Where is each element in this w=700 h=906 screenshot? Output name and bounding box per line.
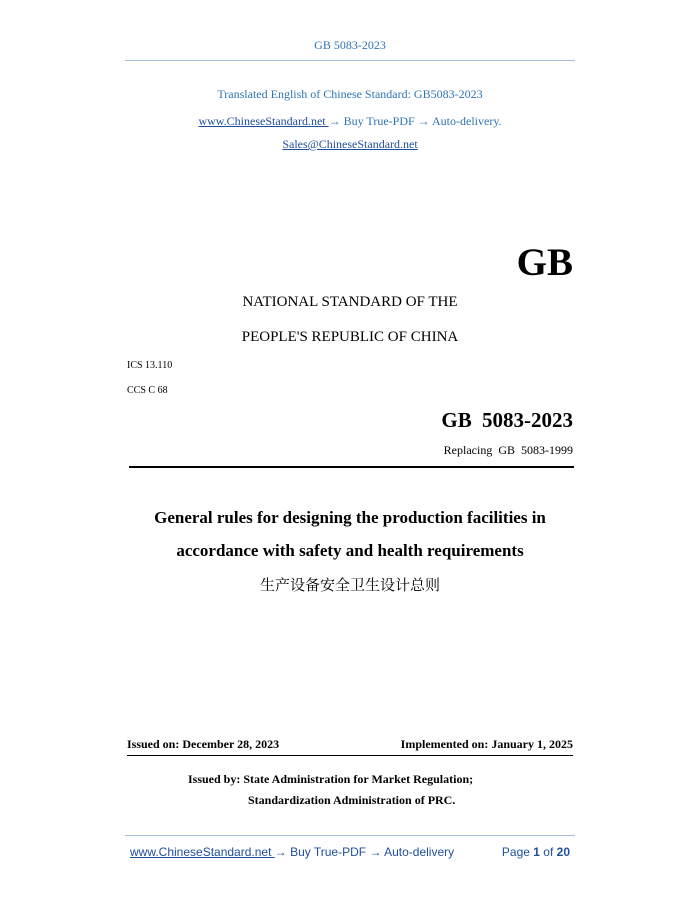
footer-divider <box>125 835 575 836</box>
translated-line: Translated English of Chinese Standard: GB5083-2023 <box>217 87 483 101</box>
title-cn: 生产设备安全卫生设计总则 <box>259 576 440 594</box>
ccs-code: CCS C 68 <box>127 385 168 396</box>
site-link[interactable]: www.ChineseStandard.net <box>198 114 329 128</box>
national-standard-line2: PEOPLE'S REPUBLIC OF CHINA <box>241 329 459 345</box>
footer-site-link[interactable]: www.ChineseStandard.net <box>130 845 275 859</box>
email-link[interactable]: Sales@ChineseStandard.net <box>282 137 418 151</box>
page-of: of <box>539 845 557 859</box>
issue-divider <box>127 755 573 756</box>
ics-code: ICS 13.110 <box>127 360 173 371</box>
arrow-right-icon: → <box>328 114 341 128</box>
page-total: 20 <box>556 845 570 859</box>
header-divider <box>125 60 575 61</box>
arrow-right-icon: → <box>417 114 430 128</box>
arrow-right-icon: → <box>274 845 287 859</box>
page-label: Page <box>501 845 534 859</box>
title-divider <box>129 466 574 468</box>
issued-by-line2: Standardization Administration of PRC. <box>248 793 456 807</box>
delivery-text: Auto-delivery. <box>429 114 502 128</box>
footer-buy-text: Buy True-PDF <box>286 845 370 859</box>
email-line <box>0 137 700 152</box>
page-indicator <box>502 845 570 859</box>
standard-number: GB 5083-2023 <box>441 408 573 432</box>
gb-mark: GB <box>516 241 573 284</box>
page-current: 1 <box>533 845 540 859</box>
national-standard-line1: NATIONAL STANDARD OF THE <box>242 294 458 310</box>
header-doc-code: GB 5083-2023 <box>314 38 386 52</box>
footer-delivery-text: Auto-delivery <box>381 845 455 859</box>
arrow-right-icon: → <box>369 845 382 859</box>
title-en-line1: General rules for designing the production facilities in <box>154 508 546 527</box>
buy-text: Buy True-PDF <box>340 114 418 128</box>
title-en-line2: accordance with safety and health requirements <box>176 541 524 560</box>
replacing-note: Replacing GB 5083-1999 <box>443 443 573 457</box>
promo-line <box>0 114 700 129</box>
footer-promo <box>130 845 454 859</box>
issued-by-line1: Issued by: State Administration for Market Regulation; <box>188 772 474 786</box>
issued-on-date: Issued on: December 28, 2023 <box>127 737 280 751</box>
implemented-on-date: Implemented on: January 1, 2025 <box>400 737 573 751</box>
